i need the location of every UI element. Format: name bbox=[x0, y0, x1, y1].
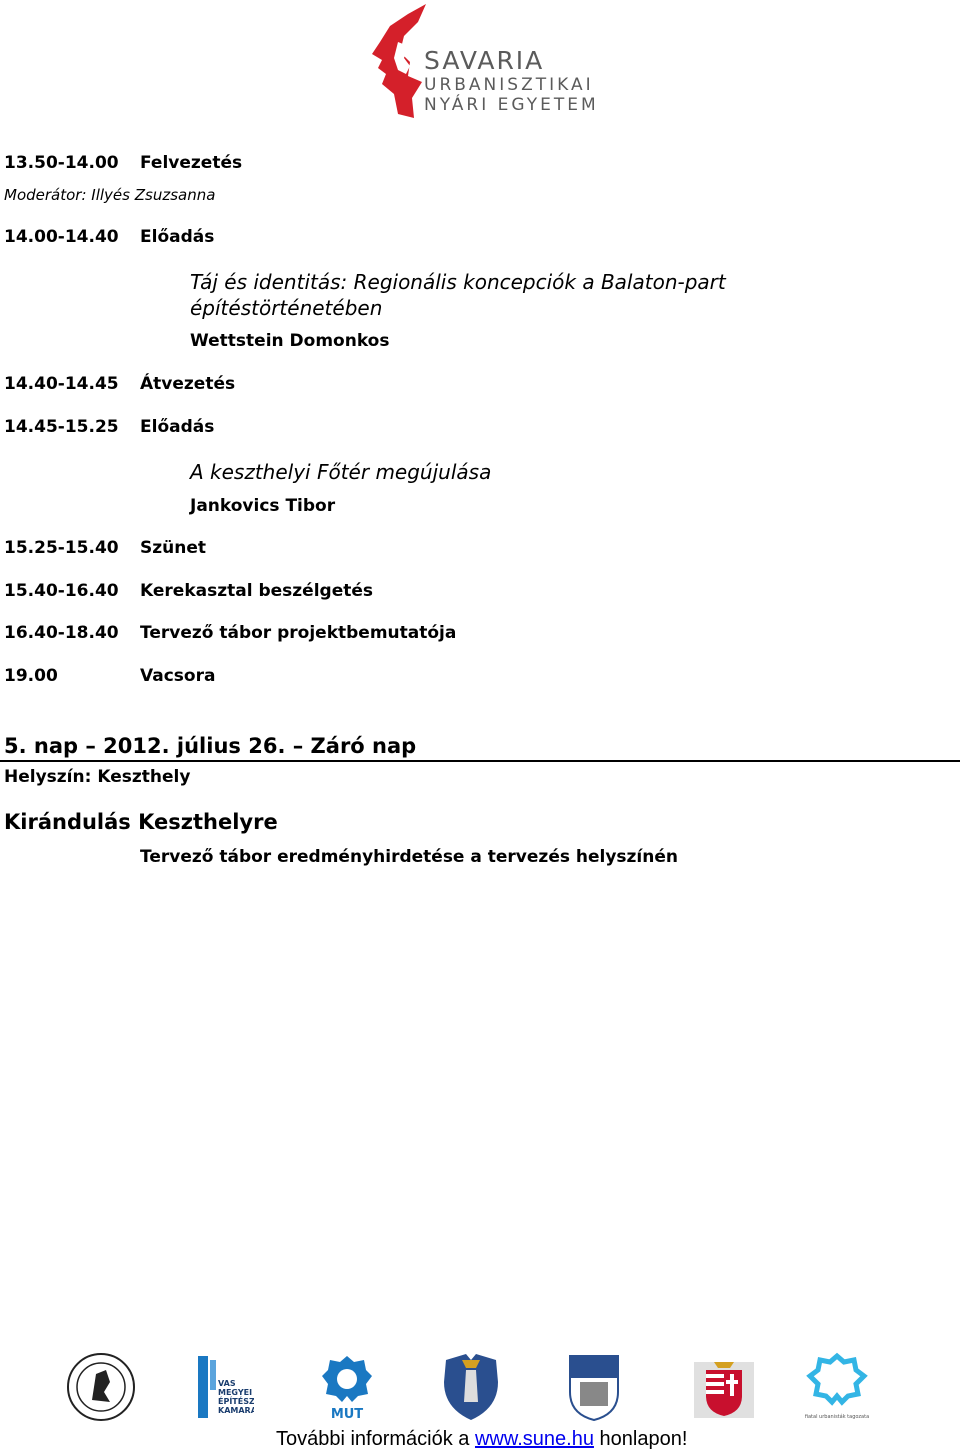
mut-logo bbox=[318, 1352, 376, 1422]
mut-text: MUT bbox=[330, 1407, 364, 1422]
coat-of-arms-2-icon bbox=[566, 1352, 622, 1422]
hungary-coat-of-arms bbox=[692, 1352, 756, 1422]
talk-title-1-line-2: építéstörténetében bbox=[190, 296, 383, 320]
logo-line-1: SAVARIA bbox=[424, 46, 545, 75]
hungary-coat-of-arms-icon bbox=[692, 1352, 756, 1422]
fiatal-urbanistak-logo bbox=[804, 1352, 870, 1422]
sune-link[interactable]: www.sune.hu bbox=[474, 1428, 594, 1450]
moderator: Moderátor: Illyés Zsuzsanna bbox=[4, 186, 216, 204]
day-heading-rule bbox=[0, 760, 960, 762]
time-3: 14.40-14.45 bbox=[4, 374, 119, 394]
vas-megyei-epitesz-kamara-logo bbox=[194, 1352, 254, 1422]
label-1: Felvezetés bbox=[140, 153, 243, 173]
trip-note: Tervező tábor eredményhirdetése a tervezés helyszínén bbox=[140, 847, 678, 867]
seal-logo bbox=[66, 1352, 136, 1422]
fiatal-urbanistak-text: fiatal urbanisták tagozata bbox=[804, 1414, 870, 1420]
time-2: 14.00-14.40 bbox=[4, 227, 119, 247]
kamara-text-4: KAMARA bbox=[218, 1406, 254, 1415]
trip-heading: Kirándulás Keszthelyre bbox=[4, 810, 278, 834]
talk-title-2: A keszthelyi Főtér megújulása bbox=[190, 460, 492, 484]
fiatal-urbanistak-icon bbox=[804, 1352, 870, 1422]
label-8: Vacsora bbox=[140, 666, 216, 686]
speaker-1: Wettstein Domonkos bbox=[190, 331, 390, 351]
footer-text-before: További információk a bbox=[276, 1428, 475, 1450]
time-8: 19.00 bbox=[4, 666, 58, 686]
kamara-text-3: ÉPÍTÉSZ bbox=[218, 1397, 254, 1406]
time-6: 15.40-16.40 bbox=[4, 581, 119, 601]
time-5: 15.25-15.40 bbox=[4, 538, 119, 558]
label-2: Előadás bbox=[140, 227, 215, 247]
kamara-text-2: MEGYEI bbox=[218, 1388, 253, 1397]
coat-of-arms-1-icon bbox=[436, 1352, 506, 1422]
speaker-2: Jankovics Tibor bbox=[190, 496, 336, 516]
label-6: Kerekasztal beszélgetés bbox=[140, 581, 373, 601]
seal-icon bbox=[66, 1352, 136, 1422]
logo-line-2: URBANISZTIKAI bbox=[424, 75, 594, 95]
footer-info bbox=[276, 1428, 687, 1451]
label-5: Szünet bbox=[140, 538, 206, 558]
coat-of-arms-1 bbox=[436, 1352, 506, 1422]
savaria-head-icon bbox=[368, 2, 428, 118]
logo-text bbox=[424, 48, 599, 114]
time-1: 13.50-14.00 bbox=[4, 153, 119, 173]
label-3: Átvezetés bbox=[140, 374, 236, 394]
footer-text-after: honlapon! bbox=[593, 1428, 688, 1450]
day-location: Helyszín: Keszthely bbox=[4, 767, 191, 787]
time-7: 16.40-18.40 bbox=[4, 623, 119, 643]
kamara-icon bbox=[194, 1352, 254, 1422]
logo-line-3: NYÁRI EGYETEM bbox=[424, 95, 599, 115]
mut-icon bbox=[318, 1352, 376, 1422]
day-heading: 5. nap – 2012. július 26. – Záró nap bbox=[4, 734, 417, 758]
talk-title-1-line-1: Táj és identitás: Regionális koncepciók a Balaton-part bbox=[190, 270, 726, 294]
time-4: 14.45-15.25 bbox=[4, 417, 119, 437]
label-4: Előadás bbox=[140, 417, 215, 437]
kamara-text-1: VAS bbox=[218, 1379, 236, 1388]
label-7: Tervező tábor projektbemutatója bbox=[140, 623, 457, 643]
coat-of-arms-2 bbox=[566, 1352, 622, 1422]
